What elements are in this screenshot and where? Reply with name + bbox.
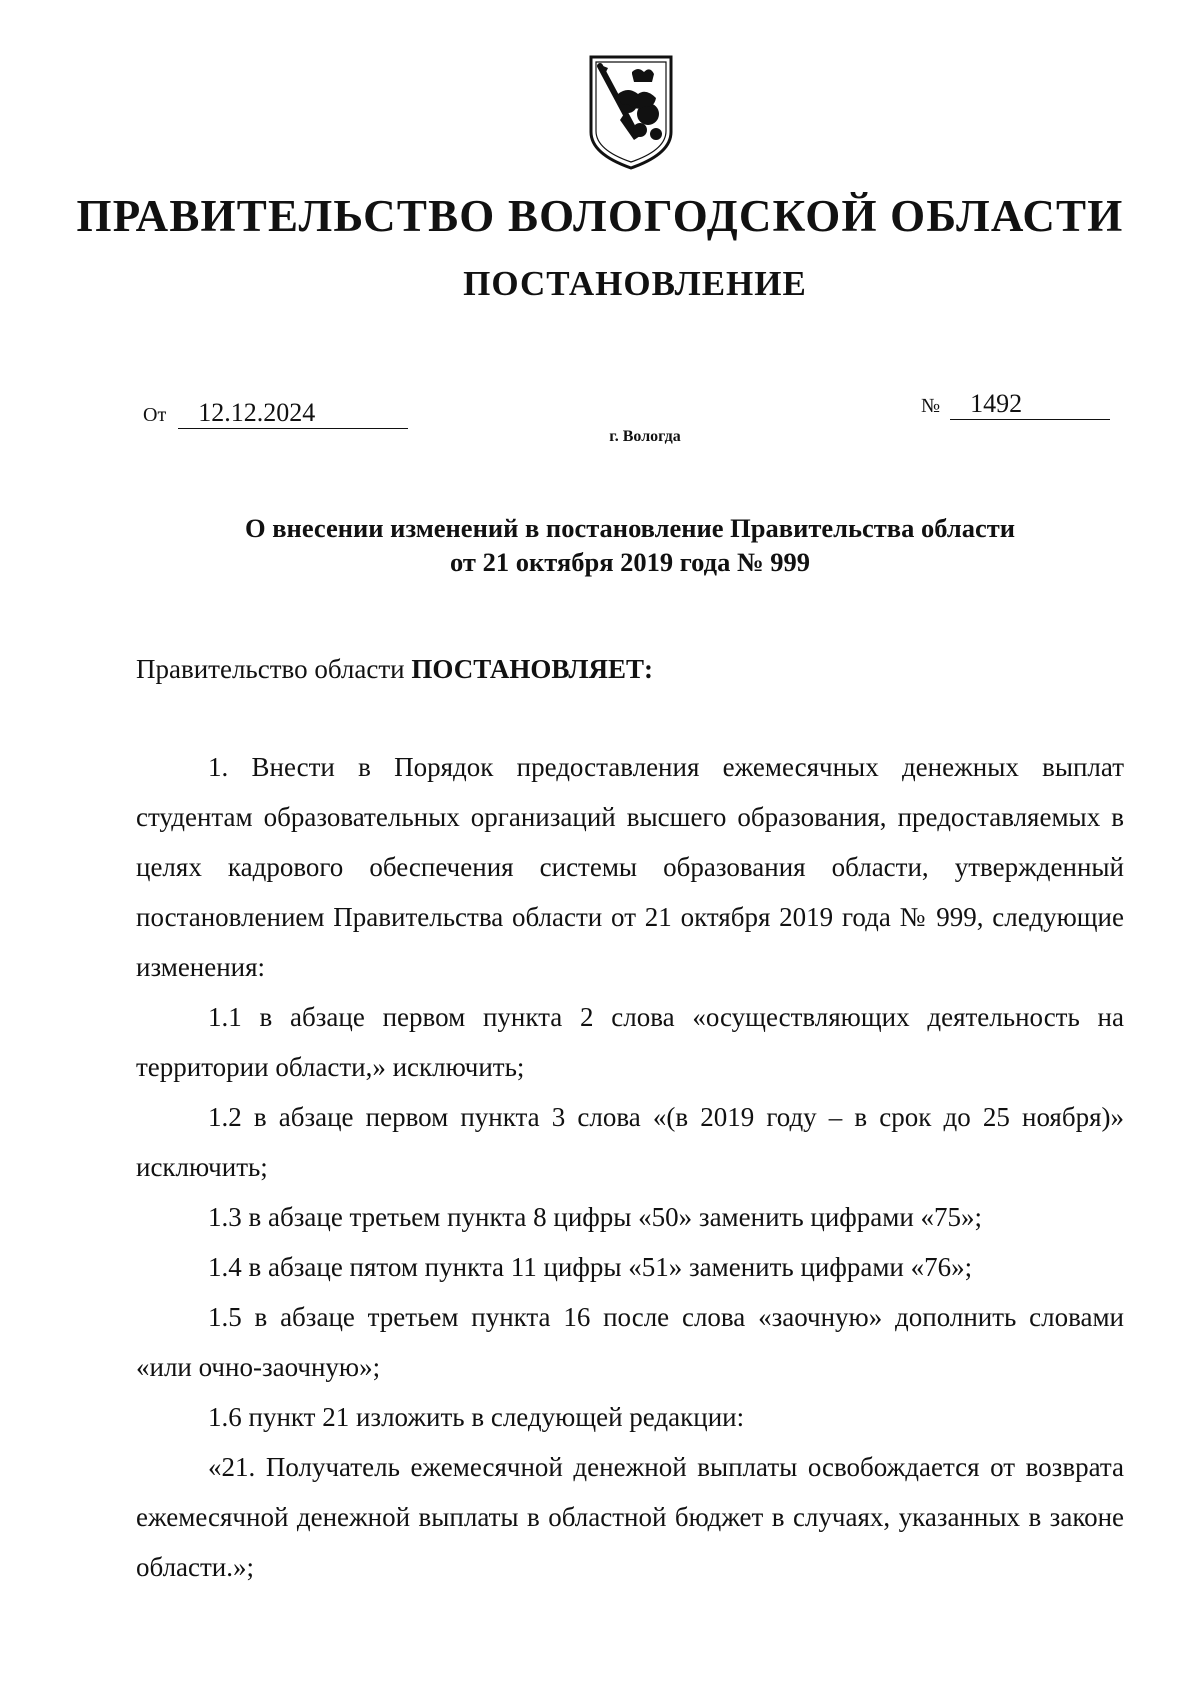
paragraph-21-quote: «21. Получатель ежемесячной денежной выплаты освобождается от возврата ежемесячной денежной выплаты в областной бюджет в случаях, указанных в законе области.»; [136, 1452, 1124, 1582]
paragraph-1: 1. Внести в Порядок предоставления ежемесячных денежных выплат студентам образовательных организаций высшего образования, предоставляемых в целях кадрового обеспечения системы образования области, утвержденный постановлением Правительства области от 21 октября 2019 года № 999, следующие изменения: [136, 752, 1124, 982]
date-value: 12.12.2024 [178, 398, 408, 429]
number-value: 1492 [950, 389, 1110, 420]
decree-keyword: ПОСТАНОВЛЯЕТ: [411, 654, 653, 684]
coat-of-arms-emblem [588, 54, 674, 172]
document-type: ПОСТАНОВЛЕНИЕ [463, 264, 807, 303]
number-field [921, 389, 1110, 420]
paragraph-1-1: 1.1 в абзаце первом пункта 2 слова «осуществляющих деятельность на территории области,» исключить; [136, 1002, 1124, 1082]
city-label: г. Вологда [609, 428, 681, 445]
date-label: От [143, 404, 167, 426]
government-title: ПРАВИТЕЛЬСТВО ВОЛОГОДСКОЙ ОБЛАСТИ [76, 191, 1124, 241]
document-body [136, 742, 1124, 1592]
decree-statement [136, 651, 653, 687]
subject-line-1: О внесении изменений в постановление Правительства области [245, 513, 1015, 543]
paragraph-1-2: 1.2 в абзаце первом пункта 3 слова «(в 2019 году – в срок до 25 ноября)» исключить; [136, 1102, 1124, 1182]
paragraph-1-3: 1.3 в абзаце третьем пункта 8 цифры «50» заменить цифрами «75»; [208, 1202, 983, 1232]
paragraph-1-4: 1.4 в абзаце пятом пункта 11 цифры «51» заменить цифрами «76»; [208, 1252, 973, 1282]
paragraph-1-6: 1.6 пункт 21 изложить в следующей редакции: [208, 1402, 745, 1432]
number-label: № [921, 395, 941, 417]
decree-text: Правительство области [136, 654, 412, 684]
document-subject [150, 511, 1110, 579]
date-field [143, 398, 408, 429]
subject-line-2: от 21 октября 2019 года № 999 [450, 547, 810, 577]
paragraph-1-5: 1.5 в абзаце третьем пункта 16 после слова «заочную» дополнить словами «или очно-заочную»; [136, 1302, 1124, 1382]
